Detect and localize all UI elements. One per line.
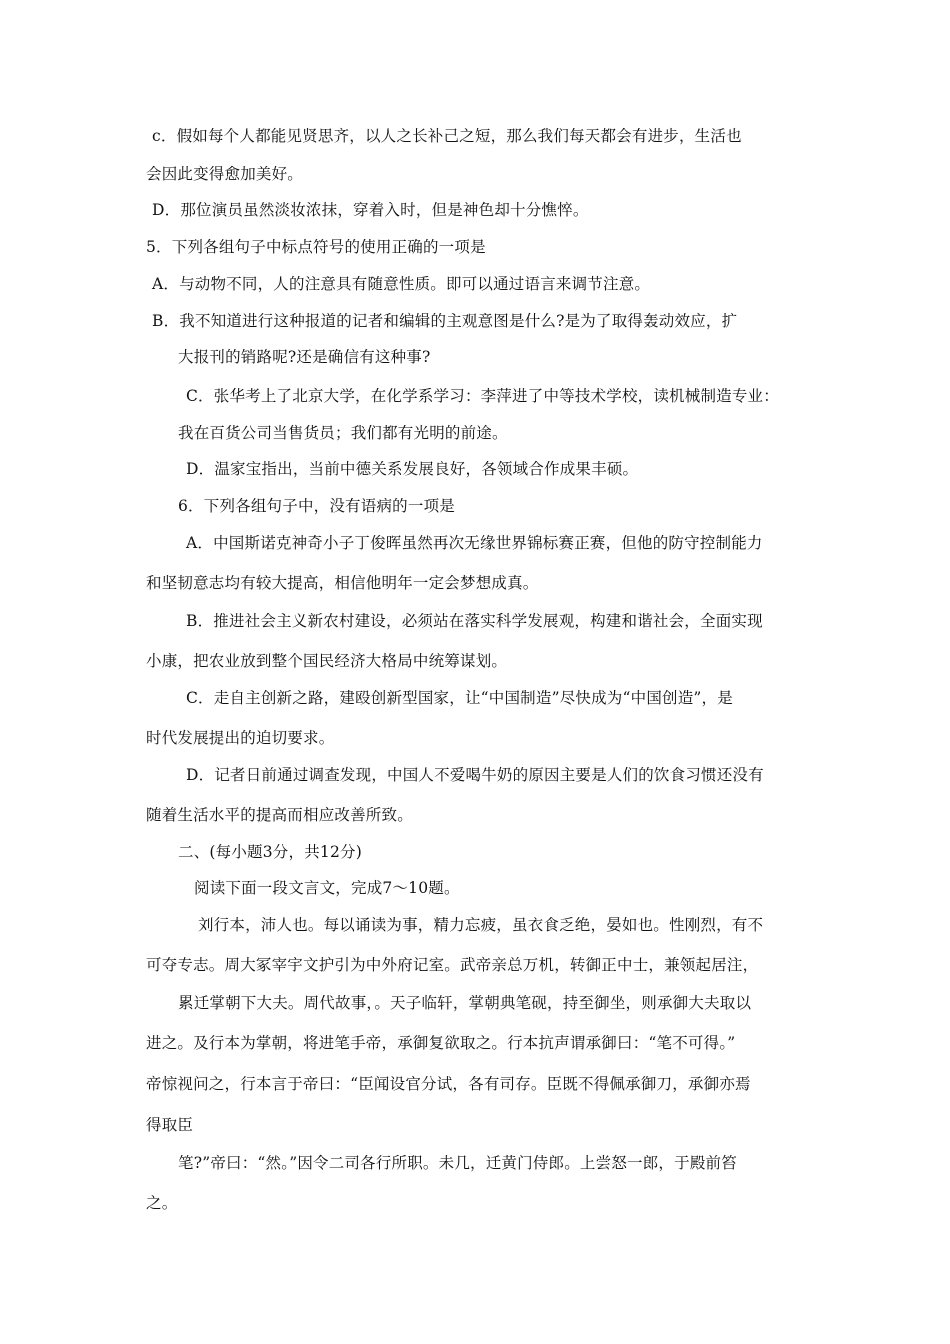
passage-line-7: 笔?”帝曰：“然。”因令二司各行所职。未几，迁黄门侍郎。上尝怒一郎，于殿前笞 <box>178 1154 737 1172</box>
q6-option-b-line-2: 小康，把农业放到整个国民经济大格局中统筹谋划。 <box>146 652 508 670</box>
passage-line-3: 累迁掌朝下大夫。周代故事，。天子临轩，掌朝典笔砚，持至御坐，则承御大夫取以 <box>178 994 752 1012</box>
q5-option-a: A．与动物不同，人的注意具有随意性质。即可以通过语言来调节注意。 <box>152 275 651 293</box>
q6-option-a-line-1: A．中国斯诺克神奇小子丁俊晖虽然再次无缘世界锦标赛正赛，但他的防守控制能力 <box>186 534 763 552</box>
passage-line-2: 可夺专志。周大冢宰宇文护引为中外府记室。武帝亲总万机，转御正中士，兼领起居注， <box>146 956 759 974</box>
q6-option-b-line-1: B．推进社会主义新农村建设，必须站在落实科学发展观，构建和谐社会，全面实现 <box>186 612 763 630</box>
passage-line-4: 进之。及行本为掌朝，将进笔手帝，承御复欲取之。行本抗声谓承御曰：“笔不可得。” <box>146 1034 736 1052</box>
reading-instruction: 阅读下面一段文言文，完成7～10题。 <box>194 879 460 897</box>
q6-option-d-line-2: 随着生活水平的提高而相应改善所致。 <box>146 806 413 824</box>
passage-line-1: 刘行本，沛人也。每以诵读为事，精力忘疲，虽衣食乏绝，晏如也。性刚烈，有不 <box>198 916 764 934</box>
q5-option-c-line-1: C．张华考上了北京大学，在化学系学习：李萍进了中等技术学校，读机械制造专业： <box>186 387 779 405</box>
q5-option-b-line-1: B．我不知道进行这种报道的记者和编辑的主观意图是什么?是为了取得轰动效应，扩 <box>152 312 738 330</box>
option-d-line: D．那位演员虽然淡妆浓抹，穿着入时，但是神色却十分憔悴。 <box>152 201 589 219</box>
q6-option-a-line-2: 和坚韧意志均有较大提高，相信他明年一定会梦想成真。 <box>146 574 539 592</box>
option-c-line-1: c．假如每个人都能见贤思齐，以人之长补己之短，那么我们每天都会有进步，生活也 <box>152 127 742 145</box>
q5-option-b-line-2: 大报刊的销路呢?还是确信有这种事? <box>178 348 431 366</box>
q5-option-d: D．温家宝指出，当前中德关系发展良好，各领域合作成果丰硕。 <box>186 460 639 478</box>
question-6-stem: 6．下列各组句子中，没有语病的一项是 <box>178 497 455 515</box>
q5-option-c-line-2: 我在百货公司当售货员；我们都有光明的前途。 <box>178 424 508 442</box>
question-5-stem: 5．下列各组句子中标点符号的使用正确的一项是 <box>146 238 486 256</box>
passage-line-8: 之。 <box>146 1194 178 1212</box>
option-c-line-2: 会因此变得愈加美好。 <box>146 165 304 183</box>
section-two-heading: 二、(每小题3分，共12分) <box>178 843 362 861</box>
q6-option-d-line-1: D．记者日前通过调查发现，中国人不爱喝牛奶的原因主要是人们的饮食习惯还没有 <box>186 766 764 784</box>
passage-line-5: 帝惊视问之，行本言于帝曰：“臣闻设官分试，各有司存。臣既不得佩承御刀，承御亦焉 <box>146 1075 751 1093</box>
passage-line-6: 得取臣 <box>146 1116 194 1134</box>
q6-option-c-line-2: 时代发展提出的迫切要求。 <box>146 729 335 747</box>
q6-option-c-line-1: C．走自主创新之路，建殴创新型国家，让“中国制造”尽快成为“中国创造”，是 <box>186 689 733 707</box>
